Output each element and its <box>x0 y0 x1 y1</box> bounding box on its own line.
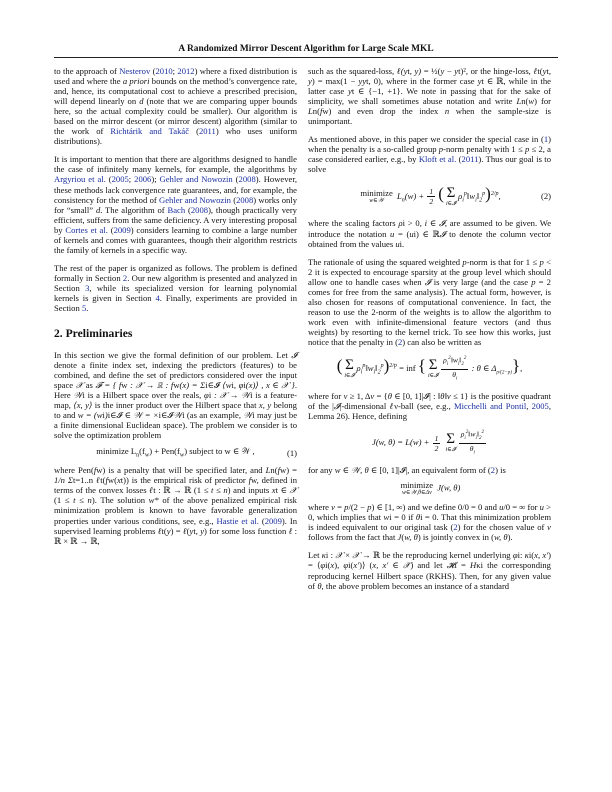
eq-text: : θ ∈ Δ <box>471 363 497 373</box>
math-symbol: x, x′ <box>372 560 389 571</box>
math-symbol: ℓ(y <box>396 66 408 76</box>
math-symbol: 𝓘 <box>333 401 340 412</box>
citation-link[interactable]: 2008 <box>238 174 256 185</box>
math-symbol: y <box>348 86 352 97</box>
math-symbol: u <box>390 228 395 239</box>
math-symbol: ℓ <box>95 475 101 486</box>
math-symbol: y <box>200 525 205 536</box>
citation-link[interactable]: 2005 <box>531 401 549 412</box>
equation-number: (2) <box>540 191 551 202</box>
math-symbol: 𝒲 <box>173 410 183 421</box>
left-column <box>54 66 297 554</box>
math-symbol: ⟨w <box>219 380 232 391</box>
eq-text: minimize L <box>96 445 137 456</box>
math-symbol: 𝓕 = { f <box>95 380 122 391</box>
citation-link[interactable]: 2012 <box>177 66 195 76</box>
math-symbol: n <box>87 495 92 506</box>
citation-link[interactable]: 2 <box>453 522 458 533</box>
paragraph: to the approach of Nesterov (2010; 2012) where a fixed distribution is used and where the a priori bounds on the method’s convergence rate, and, hence, its computational cost to achieve a prescribed precision, will depend linearly on d (note that we are comparing upper bounds here, so the actual complexity could be smaller). Our algorithm is based on the mirror descent (or mirror descent) algorithm (similar to the work of Richtárik and Takáč (2011) who uses uniform distributions). <box>54 66 298 147</box>
math-symbol: 𝓗 <box>446 560 455 571</box>
citation-link[interactable]: Micchelli and Pontil <box>453 401 527 412</box>
math-symbol: x <box>271 485 276 496</box>
math-symbol: 𝓘 <box>439 228 446 239</box>
math-symbol: f <box>93 465 97 476</box>
citation-link[interactable]: 2009 <box>264 515 282 526</box>
math-symbol: x, y <box>258 400 272 411</box>
equation-4: J(w, θ) = L(w) + $\frac{1}{2}$ Σ i∈𝓘 $\frac{\rho_i^2‖w_i‖_2^2}{\theta_i}$ <box>372 429 484 456</box>
math-symbol: n <box>444 106 450 117</box>
citation-link[interactable]: 4 <box>155 292 160 303</box>
math-symbol: p <box>438 144 444 155</box>
header-rule <box>54 57 558 58</box>
math-symbol: ) <box>104 410 108 421</box>
math-symbol: y <box>440 66 445 76</box>
math-symbol: H <box>470 560 477 571</box>
citation-link[interactable]: 2 <box>397 336 403 347</box>
math-symbol: w <box>528 96 535 107</box>
paragraph: Let κi : 𝒳 × 𝒳 → ℝ be the reproducing kernel underlying φi: κi(x, x′) = ⟨φi(x), φi(x′)⟩ (x, x′ ∈ 𝒳) and let 𝓗i = Hκi the corresponding reproducing kernel Hilbert space (RKHS). Then, for any given value of θ, the above problem becomes an instance of a standard <box>308 550 551 591</box>
math-symbol: J <box>397 532 402 543</box>
math-symbol: ν <box>446 391 451 402</box>
paragraph: such as the squared-loss, ℓ(yt, y) = ½(y − yt)², or the hinge-loss, ℓt(yt, y) = max(1 − yyt, 0), where in the former case yt ∈ ℝ, while in the latter case yt ∈ {−1, +1}. We note in passing that for the sake of simplicity, we shall sometimes abuse notation and write Ln(w) for Ln(fw) and even drop the index n when the sample-size is unimportant. <box>308 66 551 127</box>
citation-link[interactable]: Richtárik and Takáč <box>110 126 190 137</box>
math-symbol: w <box>383 512 390 523</box>
math-symbol: u <box>395 238 400 249</box>
math-symbol: x′ <box>353 560 360 571</box>
math-symbol: d <box>95 204 101 215</box>
math-symbol: 𝓘 <box>291 350 297 361</box>
math-symbol: y <box>542 66 547 76</box>
math-symbol: 𝒳 <box>75 380 84 391</box>
math-symbol: p <box>531 276 536 287</box>
math-symbol: ρ <box>398 218 403 229</box>
section-title: 2. Preliminaries <box>54 327 133 341</box>
math-symbol: x <box>330 560 335 571</box>
eq-text: J(w, θ) <box>437 482 461 493</box>
citation-link[interactable]: 2010 <box>155 66 173 76</box>
math-symbol: L <box>308 106 313 117</box>
math-symbol: 𝒲 <box>73 390 83 401</box>
math-symbol: ℓ <box>389 401 395 412</box>
citation-link[interactable]: Hastie et al. <box>216 515 259 526</box>
math-symbol: p <box>462 256 467 267</box>
math-symbol: ν <box>370 391 375 402</box>
paragraph: where ν = p/(2 − p) ∈ [1, ∞) and we define 0/0 = 0 and u/0 = ∞ for u > 0, which implies that wi = 0 if θi = 0. That this minimization problem is indeed equivalent to our original task (2) for the chosen value of ν follows from the fact that J(w, θ) is jointly convex in (w, θ). <box>308 502 551 543</box>
math-symbol: θ <box>317 580 322 591</box>
math-symbol: 𝒳 <box>335 550 343 561</box>
running-head: A Randomized Mirror Descent Algorithm for Large Scale MKL <box>178 44 434 54</box>
math-symbol: θ <box>415 512 421 523</box>
math-symbol: y <box>477 76 482 87</box>
citation-link[interactable]: Cortes et al. <box>65 224 108 235</box>
math-symbol: : 𝒳 → ℝ : f <box>127 380 174 391</box>
right-column <box>308 66 551 599</box>
math-symbol: (x) = Σ <box>179 380 206 391</box>
equation-5 <box>308 480 551 497</box>
math-symbol: i ∈ 𝓘 <box>424 218 445 229</box>
eq-text: minimize <box>400 480 434 491</box>
math-symbol: x, x′ <box>534 550 549 561</box>
citation-link[interactable]: 2 <box>490 465 496 476</box>
math-symbol: t <box>211 485 214 496</box>
math-symbol: 𝒳 <box>352 550 360 561</box>
math-symbol: f <box>105 475 108 486</box>
citation-link[interactable]: 2008 <box>236 194 254 205</box>
paragraph: where the scaling factors ρi > 0, i ∈ 𝓘, are assumed to be given. We introduce the notation u = (ui) ∈ ℝ𝓘 to denote the column vector obtained from the values ui. <box>308 218 552 249</box>
math-symbol: y <box>308 76 312 87</box>
paragraph: As mentioned above, in this paper we consider the special case in (1) when the penalty is a so-called group p-norm penalty with 1 ≤ p ≤ 2, a case considered earlier, e.g., by Kloft et al. (2011). Thus our goal is to solve <box>308 134 551 175</box>
math-symbol: f <box>248 475 252 486</box>
equation-3: ( Σ i∈𝓘 $\rho_i^p‖w_i‖_2^p)^{2/p}$ = inf { Σ i∈𝓘 $\frac{\rho_i^2‖w_i‖_2^2}{\theta_i}$ : θ ∈ $\Delta_{p/(2-p)}$}, <box>336 355 523 382</box>
eq-text: ) + Pen(f <box>149 445 180 456</box>
math-symbol: u <box>539 502 544 513</box>
citation-link[interactable]: 2009 <box>113 224 131 235</box>
math-symbol: ν <box>331 502 335 513</box>
equation-1: minimize $L_n(f_w) + Pen(f_w)$ subject to w ∈ 𝒲 , (1) <box>96 445 297 459</box>
math-symbol: ℓ <box>182 525 187 536</box>
paragraph: where Pen(fw) is a penalty that will be specified later, and Ln(fw) = 1/n Σt=1..n ℓt(fw(xt)) is the empirical risk of predictor fw, defined in terms of the convex losses ℓt : ℝ → ℝ (1 ≤ t ≤ n) and inputs xt ∈ 𝒳 (1 ≤ t ≤ n). The solution w* of the above penalized empirical risk minimization problem is known to have favorable generalization properties under various conditions, see, e.g., Hastie et al. (2009). In supervised learning problems ℓt(y) = ℓ(yt, y) for some loss function ℓ : ℝ × ℝ → ℝ, <box>54 465 298 546</box>
math-symbol: ℓ <box>157 525 162 536</box>
math-symbol: w = (w <box>77 410 103 421</box>
eq-text: J(w, θ) = L(w) + <box>372 437 430 448</box>
math-symbol: 𝒳 <box>289 485 298 496</box>
eq-text: ) subject to w ∈ 𝒲 , <box>184 445 255 456</box>
math-symbol: , y) <box>409 66 422 76</box>
math-symbol: φ <box>343 560 349 571</box>
math-symbol: f <box>277 465 280 476</box>
math-symbol: ⟨x, y⟩ <box>73 400 93 411</box>
math-symbol: y <box>166 525 171 536</box>
math-symbol: u <box>499 502 504 513</box>
eq-text: (f <box>139 445 145 456</box>
math-symbol: 1/n Σ <box>54 475 73 486</box>
math-symbol: κ <box>524 550 529 561</box>
math-symbol: w, θ <box>404 532 418 543</box>
math-symbol: θ <box>364 465 369 476</box>
eq-text: = inf <box>399 363 416 373</box>
math-symbol: d <box>139 96 144 107</box>
paragraph: where for ν ≥ 1, Δν = {θ ∈ [0, 1]|𝓘| : ‖θ‖ν ≤ 1} is the positive quadrant of the |𝓘|-dimensional ℓν-ball (see, e.g., Micchelli and Pontil, 2005, Lemma 26). Hence, defining <box>308 391 551 422</box>
math-symbol: y <box>454 66 459 76</box>
eq-text: w∈𝒲 <box>369 198 384 205</box>
math-symbol: L <box>516 96 522 107</box>
citation-link[interactable]: Nesterov <box>119 66 151 76</box>
paragraph: In this section we give the formal definition of our problem. Let 𝓘 denote a finite index set, indexing the predictors (features) to be combined, and define the set of predictors considered over the input space 𝒳 as 𝓕 = { fw : 𝒳 → ℝ : fw(x) = Σi∈𝓘 ⟨wi, φi(x)⟩ , x ∈ 𝒳 }. Here 𝒲i is a Hilbert space over the reals, φi : 𝒳 → 𝒲i is a feature-map, ⟨x, y⟩ is the inner product over the Hilbert space that x, y belong to and w = (wi)i∈𝓘 ∈ 𝒲 = ×i∈𝓘𝒲i (as an example, 𝒲i may just be a finite dimensional Euclidean space). The problem we consider is to solve the optimization problem <box>54 350 298 441</box>
paragraph: for any w ∈ 𝒲, θ ∈ [0, 1]|𝓘|, an equivalent form of (2) is <box>308 465 506 476</box>
citation-link[interactable]: 5 <box>81 303 87 314</box>
math-symbol: θ <box>440 391 445 402</box>
math-symbol: w, θ <box>493 532 508 543</box>
citation-link[interactable]: 2008 <box>190 204 209 215</box>
citation-link[interactable]: 2011 <box>198 126 216 137</box>
math-symbol: ℓ <box>288 525 293 536</box>
math-symbol: a priori <box>122 76 150 87</box>
math-symbol: u <box>409 228 414 239</box>
citation-link[interactable]: Kloft et al. <box>418 154 457 165</box>
equation-2: minimize w∈𝒲 $L_n(w)$ + $\frac{1}{2}$ ( Σ i∈𝓘 $\rho_i^p‖w_i‖_2^p)^{2/p}$, (2) <box>360 183 551 207</box>
math-symbol: p <box>539 256 544 267</box>
math-symbol: t <box>73 495 76 506</box>
citation-link[interactable]: Argyriou et al. <box>54 174 106 185</box>
math-symbol: y <box>189 525 194 536</box>
citation-link[interactable]: Gehler and Nowozin <box>159 194 231 205</box>
math-symbol: w <box>334 465 341 476</box>
paragraph: It is important to mention that there are algorithms designed to handle the case of infinitely many kernels, for example, the algorithms by Argyriou et al. (2005; 2006); Gehler and Nowozin (2008). However, these methods lack convergence rate guarantees, and, for example, the consistency for the method of Gehler and Nowozin (2008) works only for “small” d. The algorithm of Bach (2008), though practically very efficient, suffers from the same deficiency. A very interesting proposal by Cortes et al. (2009) considers learning to combine a large number of kernels and comes with guarantees, though their algorithm restricts the family of kernels in a specific way. <box>54 154 297 255</box>
math-symbol: p <box>524 144 530 155</box>
math-symbol: f <box>319 106 323 117</box>
math-symbol: 𝓘 <box>424 276 431 287</box>
citation-link[interactable]: 3 <box>85 282 90 293</box>
eq-text: L <box>396 190 402 201</box>
citation-link[interactable]: 2 <box>122 272 128 283</box>
math-symbol: φ <box>204 390 209 401</box>
math-symbol: L <box>265 465 271 476</box>
math-symbol: (x)⟩ , x ∈ 𝒳 } <box>245 380 295 391</box>
eq-text: w∈𝒲,θ∈Δν <box>401 490 432 497</box>
math-symbol: ν <box>343 391 348 402</box>
math-symbol: 𝒳 <box>402 560 411 571</box>
math-symbol: θ <box>387 391 392 402</box>
math-symbol: , φ <box>233 380 244 391</box>
paragraph: The rationale of using the squared weighted p-norm is that for 1 ≤ p < 2 it is expected to encourage sparsity at the group level which should allow one to handle cases when 𝓘 is very large (and the case p = 2 comes for free from the same analysis). The actual form, however, is also chosen for reasons of computational convenience. In fact, the reason to use the 2-norm of the weights is to allow the algorithm to work even with infinite-dimensional feature vectors (and thus weights) by resorting to the kernel trick. To see how this works, just notice that the penalty in (2) can also be written as <box>308 256 552 347</box>
math-symbol: κ <box>321 550 326 561</box>
math-symbol: w* <box>148 495 159 506</box>
math-symbol: ℓ <box>533 66 538 76</box>
math-symbol: : 𝒳 → 𝒲 <box>211 390 251 401</box>
eq-text: minimize <box>360 188 393 199</box>
citation-link[interactable]: 1 <box>543 134 549 145</box>
citation-link[interactable]: Bach <box>167 204 186 215</box>
math-symbol: 𝒲 <box>351 465 361 476</box>
equation-number: (1) <box>286 447 297 458</box>
math-symbol: ∈ 𝒲 = × <box>122 410 159 421</box>
math-symbol: n <box>223 485 228 496</box>
paragraph: The rest of the paper is organized as follows. The problem is defined formally in Section 2. Our new algorithm is presented and analyzed in Section 3, while its specialized version for learning polynomial kernels is given in Section 4. Finally, experiments are provided in Section 5. <box>54 262 297 314</box>
math-symbol: ℓ <box>149 485 154 496</box>
math-symbol: φ <box>320 560 326 571</box>
math-symbol: φ <box>512 550 518 561</box>
math-symbol: p <box>367 502 372 513</box>
citation-link[interactable]: 2005 <box>111 174 129 185</box>
citation-link[interactable]: 2006 <box>134 174 152 185</box>
math-symbol: 𝒲 <box>243 410 253 421</box>
citation-link[interactable]: Gehler and Nowozin <box>159 174 233 185</box>
math-symbol: ν <box>547 522 551 533</box>
citation-link[interactable]: 2011 <box>461 154 479 165</box>
math-symbol: x <box>116 475 121 486</box>
math-symbol: yy <box>358 76 367 87</box>
math-symbol: p <box>344 502 349 513</box>
